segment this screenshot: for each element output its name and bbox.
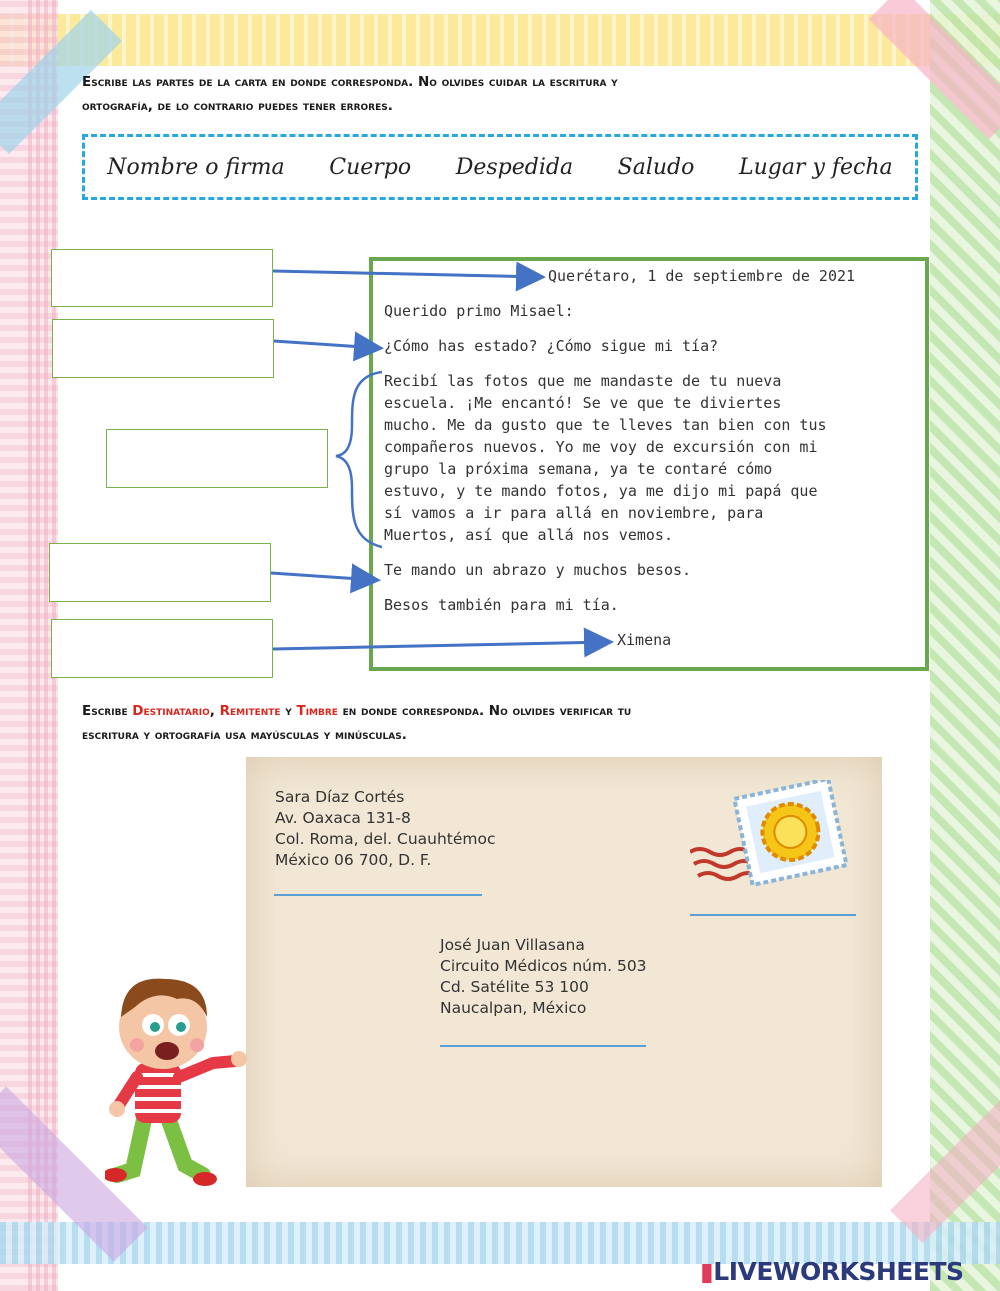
instructions-line: ortografía, de lo contrario puedes tener errores. — [82, 98, 393, 114]
instr-text: Escribe — [82, 703, 133, 719]
letter-body-line: Muertos, así que allá nos vemos. — [384, 526, 673, 544]
instructions-line: escritura y ortografía usa mayúsculas y minúsculas. — [82, 727, 407, 743]
logo-text: LIVEWORKSHEETS — [713, 1257, 964, 1286]
address-line: Circuito Médicos núm. 503 — [440, 957, 647, 975]
address-line: Naucalpan, México — [440, 999, 587, 1017]
sender-address — [275, 787, 496, 871]
address-line: Av. Oaxaca 131-8 — [275, 809, 411, 827]
arrow — [273, 271, 540, 277]
word-bank-item: Nombre o firma — [107, 154, 285, 180]
letter-opening: ¿Cómo has estado? ¿Cómo sigue mi tía? — [384, 337, 719, 355]
stamp-icon — [690, 780, 860, 890]
instructions-envelope — [82, 699, 862, 747]
answer-line-recipient[interactable] — [440, 1045, 646, 1047]
instr-text: , — [209, 703, 220, 719]
letter-greeting: Querido primo Misael: — [384, 302, 574, 320]
letter-body-line: mucho. Me da gusto que te lleves tan bien con tus — [384, 416, 827, 434]
answer-line-sender[interactable] — [274, 894, 482, 896]
instr-keyword: Remitente — [219, 703, 281, 719]
address-line: Cd. Satélite 53 100 — [440, 978, 589, 996]
logo-mark-icon: ▮ — [700, 1257, 714, 1286]
letter-place-date: Querétaro, 1 de septiembre de 2021 — [548, 267, 856, 285]
curly-brace — [336, 372, 382, 547]
letter-closing-2: Besos también para mi tía. — [384, 596, 619, 614]
arrow — [271, 573, 375, 580]
recipient-address — [440, 935, 647, 1019]
letter-signature: Ximena — [617, 631, 672, 649]
instr-text: en donde corresponda. No olvides verificar tu — [337, 703, 632, 719]
boy-illustration-icon — [105, 965, 265, 1195]
letter-closing: Te mando un abrazo y muchos besos. — [384, 561, 692, 579]
letter-body-line: compañeros nuevos. Yo me voy de excursión con mi — [384, 438, 818, 456]
word-bank-item: Cuerpo — [329, 154, 412, 180]
word-bank-item: Despedida — [455, 154, 574, 180]
instr-keyword: Timbre — [296, 703, 338, 719]
arrow — [273, 642, 608, 649]
instructions-line: Escribe las partes de la carta en donde corresponda. No olvides cuidar la escritura y — [82, 74, 618, 90]
address-line: México 06 700, D. F. — [275, 851, 432, 869]
arrow — [274, 341, 378, 348]
instr-text: y — [280, 703, 297, 719]
letter-body-line: Recibí las fotos que me mandaste de tu nueva — [384, 372, 782, 390]
letter-body-line: sí vamos a ir para allá en noviembre, para — [384, 504, 764, 522]
liveworksheets-logo — [700, 1257, 964, 1286]
word-bank-item: Lugar y fecha — [738, 154, 893, 180]
instructions-line — [82, 699, 862, 723]
letter-body-line: grupo la próxima semana, ya te contaré cómo — [384, 460, 773, 478]
letter-body-line: escuela. ¡Me encantó! Se ve que te diviertes — [384, 394, 782, 412]
address-line: Sara Díaz Cortés — [275, 788, 405, 806]
address-line: Col. Roma, del. Cuauhtémoc — [275, 830, 496, 848]
address-line: José Juan Villasana — [440, 936, 585, 954]
instr-keyword: Destinatario — [132, 703, 210, 719]
word-bank-item: Saludo — [617, 154, 695, 180]
answer-line-stamp[interactable] — [690, 914, 856, 916]
letter-body-line: estuvo, y te mando fotos, ya me dijo mi papá que — [384, 482, 818, 500]
